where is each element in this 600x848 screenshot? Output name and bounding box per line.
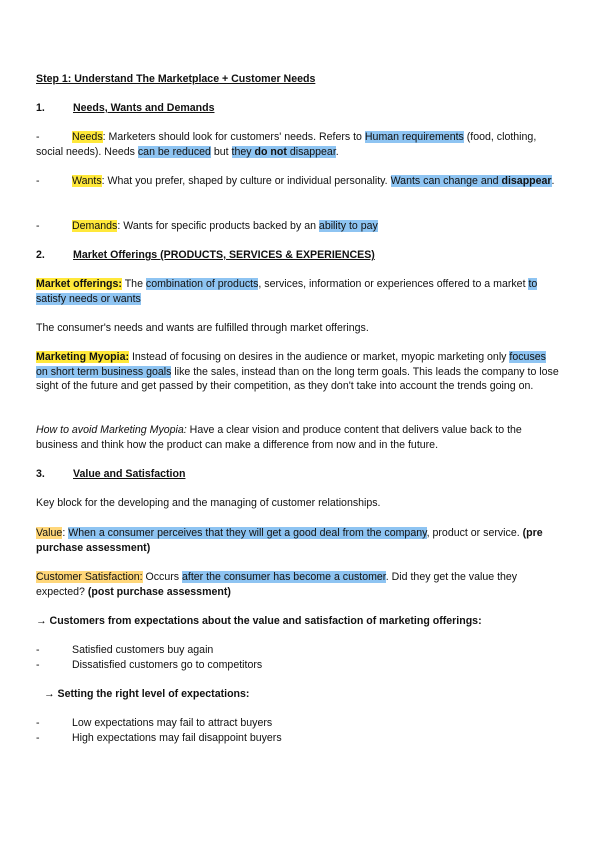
- wants-text: : What you prefer, shaped by culture or individual personality.: [101, 175, 391, 187]
- value-paragraph: [36, 526, 560, 555]
- mo-text: The: [121, 278, 146, 290]
- expectations-arrow-line: → Customers from expectations about the value and satisfaction of marketing offerings:: [36, 615, 482, 627]
- highlight: combination of products: [145, 278, 259, 290]
- needs-paragraph: [36, 130, 560, 159]
- mo-text: , services, information or experiences offered to a market: [258, 278, 529, 290]
- setting-expectations-line: → Setting the right level of expectations:: [44, 688, 250, 700]
- avoid-myopia-paragraph: [36, 423, 560, 452]
- post-purchase-note: (post purchase assessment): [87, 585, 231, 598]
- needs-text: .: [335, 145, 339, 158]
- highlight-bold: do not: [254, 145, 287, 158]
- highlight: Human requirements: [364, 131, 464, 143]
- bullet-dash: -: [36, 220, 40, 232]
- value-term: Value: [36, 527, 63, 539]
- list-item: [36, 658, 560, 673]
- wants-paragraph: [36, 174, 560, 189]
- list-item-text: Dissatisfied customers go to competitors: [72, 659, 263, 671]
- section-1-heading: [36, 101, 560, 116]
- needs-text: : Marketers should look for customers' needs. Refers to: [102, 131, 365, 143]
- highlight: can be reduced: [137, 145, 211, 158]
- bullet-dash: -: [36, 175, 40, 187]
- needs-text: (food, clothing, social needs). Needs: [36, 131, 537, 158]
- section-2-heading: [36, 248, 560, 263]
- bullet-dash: -: [36, 659, 40, 671]
- demands-term: Demands: [72, 220, 118, 232]
- step-title: Step 1: Understand The Marketplace + Customer Needs: [36, 73, 316, 85]
- satisfaction-term: Customer Satisfaction:: [36, 571, 143, 583]
- section-3-heading: [36, 467, 560, 482]
- value-text: , product or service.: [426, 527, 523, 539]
- section-title: Market Offerings (PRODUCTS, SERVICES & EXPERIENCES): [73, 249, 375, 261]
- highlight: Wants can change and: [390, 175, 502, 187]
- bullet-dash: -: [36, 131, 40, 143]
- wants-term: Wants: [72, 175, 102, 187]
- myopia-text: Instead of focusing on desires in the audience or market, myopic marketing only: [129, 351, 510, 363]
- value-text: :: [62, 527, 69, 539]
- consumer-line: The consumer's needs and wants are fulfilled through market offerings.: [36, 322, 369, 334]
- list-item-text: High expectations may fail disappoint buyers: [72, 732, 282, 744]
- list-item-text: Low expectations may fail to attract buyers: [72, 717, 273, 729]
- pre-purchase-note: (pre purchase assessment): [36, 527, 543, 554]
- bullet-dash: -: [36, 732, 40, 744]
- wants-text: .: [551, 175, 555, 187]
- needs-term: Needs: [72, 131, 103, 143]
- section-number: 1.: [36, 102, 45, 114]
- avoid-myopia-term: How to avoid Marketing Myopia:: [36, 424, 187, 436]
- section-title: Needs, Wants and Demands: [73, 102, 215, 114]
- highlight: to satisfy needs or wants: [36, 278, 538, 305]
- section-title: Value and Satisfaction: [73, 468, 186, 480]
- cs-text: Occurs: [142, 571, 183, 583]
- section-number: 2.: [36, 249, 45, 261]
- avoid-text: Have a clear vision and produce content that delivers value back to the business and think how the product can make a difference from now and in the future.: [36, 424, 522, 451]
- myopia-paragraph: [36, 350, 560, 394]
- highlight-text: disappear: [286, 145, 336, 158]
- market-offerings-term: Market offerings:: [36, 278, 122, 290]
- list-item: [36, 643, 560, 658]
- myopia-term: Marketing Myopia:: [36, 351, 130, 363]
- key-block-line: Key block for the developing and the managing of customer relationships.: [36, 497, 381, 509]
- satisfaction-paragraph: [36, 570, 560, 599]
- highlight: [232, 146, 336, 158]
- highlight: When a consumer perceives that they will get a good deal from the company: [68, 527, 427, 539]
- demands-text: : Wants for specific products backed by an: [117, 220, 319, 232]
- highlight: focuses on short term business goals: [36, 351, 546, 378]
- myopia-text: like the sales, instead than on the long term goals. This leads the company to lose sight of the future and get passed by their competition, as they don't take into account the trends going on.: [36, 365, 559, 392]
- list-item-text: Satisfied customers buy again: [72, 644, 214, 656]
- bullet-dash: -: [36, 717, 40, 729]
- demands-paragraph: [36, 219, 560, 234]
- list-item: [36, 731, 560, 746]
- list-item: [36, 716, 560, 731]
- bullet-dash: -: [36, 644, 40, 656]
- market-offerings-paragraph: [36, 277, 560, 306]
- cs-text: . Did they get the value they expected?: [36, 571, 518, 598]
- highlight-text: they: [231, 145, 255, 158]
- highlight-bold: disappear: [501, 175, 552, 187]
- highlight: after the consumer has become a customer: [182, 571, 386, 583]
- section-number: 3.: [36, 468, 45, 480]
- needs-text: but: [210, 145, 232, 158]
- highlight: ability to pay: [318, 220, 378, 232]
